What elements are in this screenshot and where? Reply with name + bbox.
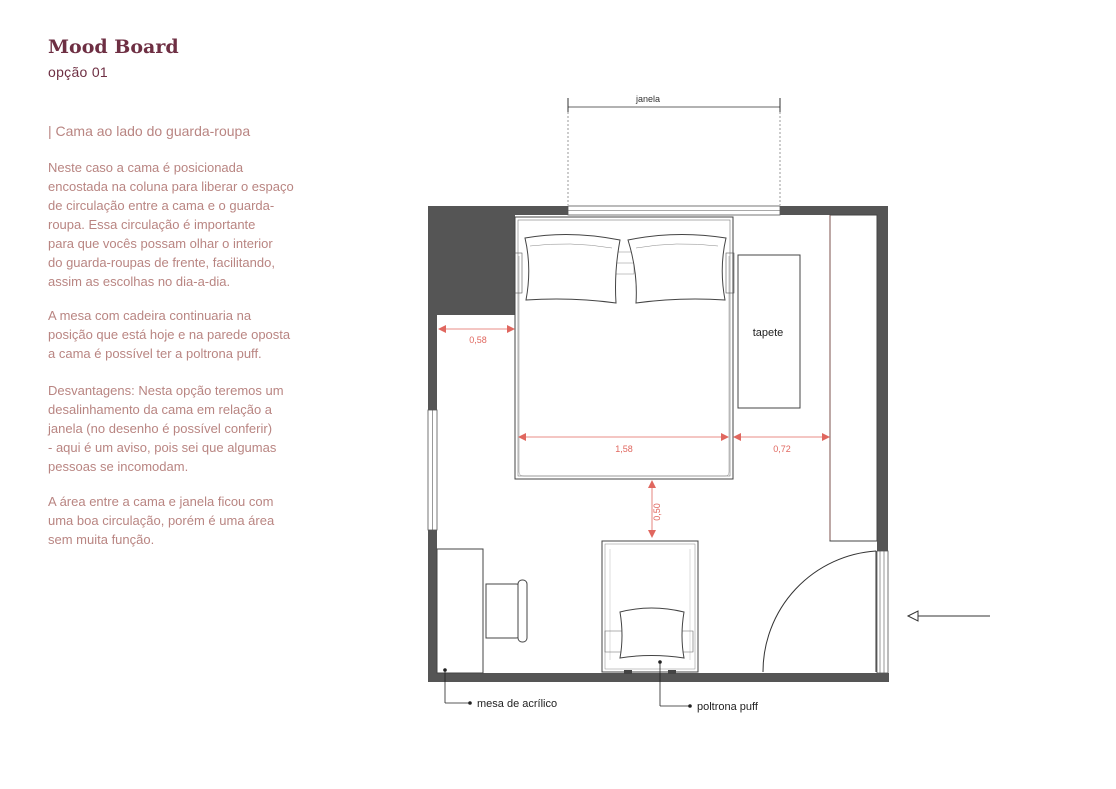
paragraph-line: A mesa com cadeira continuaria na xyxy=(48,308,252,323)
desk-chair xyxy=(486,584,523,638)
left-clearance-dimension xyxy=(439,329,514,345)
armchair xyxy=(602,541,698,674)
armchair-label: poltrona puff xyxy=(697,701,758,713)
entry-arrow xyxy=(908,611,990,621)
window-dimension xyxy=(568,94,780,205)
foot-clearance-label: 0,50 xyxy=(652,503,662,521)
paragraph-line: roupa. Essa circulação é importante xyxy=(48,217,256,232)
desk-label: mesa de acrílico xyxy=(477,698,558,710)
paragraph-line: encostada na coluna para liberar o espaço xyxy=(48,179,294,194)
furniture-paragraph xyxy=(48,306,323,363)
paragraph-line: posição que está hoje e na parede oposta xyxy=(48,327,291,342)
column xyxy=(437,215,515,315)
paragraph-line: de circulação entre a cama e o guarda- xyxy=(48,198,275,213)
paragraph-line: para que vocês possam olhar o interior xyxy=(48,236,273,251)
circulation-paragraph xyxy=(48,492,323,549)
pillow-right xyxy=(628,234,726,303)
foot-clearance-dimension xyxy=(652,481,662,537)
floor-plan xyxy=(400,80,1010,730)
bed-width-label: 1,58 xyxy=(615,444,633,454)
disadvantages-paragraph xyxy=(48,381,323,476)
page-subtitle: opção 01 xyxy=(48,64,109,80)
right-clearance-label: 0,72 xyxy=(773,444,791,454)
window-label: janela xyxy=(635,94,661,104)
armchair-cushion xyxy=(620,608,684,658)
paragraph-line: desalinhamento da cama em relação a xyxy=(48,402,273,417)
paragraph-line: a cama é possível ter a poltrona puff. xyxy=(48,346,262,361)
desk xyxy=(437,549,527,673)
paragraph-line: assim as escolhas no dia-a-dia. xyxy=(48,274,231,289)
paragraph-line: do guarda-roupas de frente, facilitando, xyxy=(48,255,275,270)
left-clearance-label: 0,58 xyxy=(469,335,487,345)
paragraph-line: pessoas se incomodam. xyxy=(48,459,189,474)
paragraph-line: Neste caso a cama é posicionada xyxy=(48,160,244,175)
bed xyxy=(514,217,734,479)
paragraph-line: Desvantagens: Nesta opção teremos um xyxy=(48,383,284,398)
page-title: Mood Board xyxy=(48,36,179,58)
description-paragraph xyxy=(48,158,323,291)
door xyxy=(763,551,876,672)
paragraph-line: janela (no desenho é possível conferir) xyxy=(48,421,273,436)
section-heading: | Cama ao lado do guarda-roupa xyxy=(48,123,251,139)
paragraph-line: uma boa circulação, porém é uma área xyxy=(48,513,275,528)
rug-label: tapete xyxy=(752,327,784,339)
wardrobe xyxy=(830,215,877,541)
paragraph-line: - aqui é um aviso, pois sei que algumas xyxy=(48,440,277,455)
paragraph-line: sem muita função. xyxy=(48,532,155,547)
pillow-left xyxy=(525,234,620,303)
paragraph-line: A área entre a cama e janela ficou com xyxy=(48,494,274,509)
